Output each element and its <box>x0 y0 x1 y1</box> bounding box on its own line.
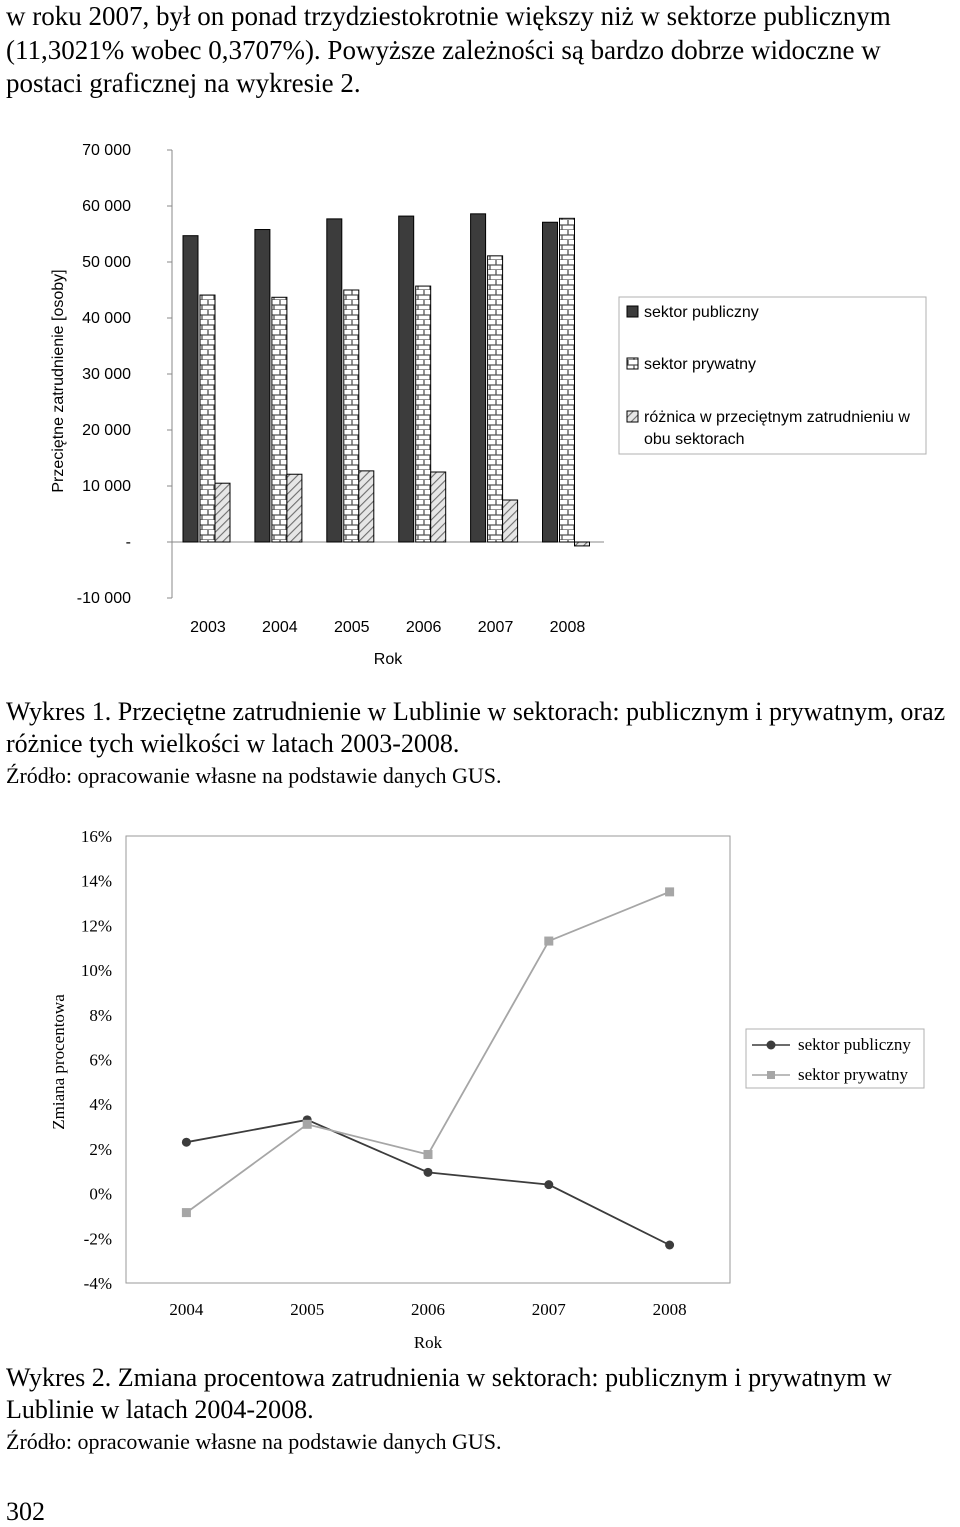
bar-public <box>255 230 270 542</box>
y-tick-label: 40 000 <box>82 310 131 327</box>
y-tick-label: 30 000 <box>82 366 131 383</box>
legend-label-public: sektor publiczny <box>644 304 759 321</box>
x-tick-label: 2003 <box>190 619 226 636</box>
y-tick-label: 14% <box>80 871 112 891</box>
bar-private <box>416 286 431 542</box>
y-tick-label: 10% <box>80 961 112 981</box>
legend-swatch-private <box>627 358 638 369</box>
bar-private <box>272 297 287 542</box>
bar-difference <box>431 472 446 542</box>
figure2-caption: Wykres 2. Zmiana procentowa zatrudnienia w sektorach: publicznym i prywatnym w Lublinie w latach 2004-2008. <box>6 1363 892 1424</box>
plot-area <box>126 836 730 1283</box>
figure1-source: Źródło: opracowanie własne na podstawie danych GUS. <box>6 763 502 788</box>
y-tick-label: -10 000 <box>76 590 131 607</box>
point-public <box>424 1168 433 1177</box>
y-tick-label: 20 000 <box>82 422 131 439</box>
x-tick-label: 2005 <box>290 1300 325 1319</box>
x-tick-label: 2004 <box>262 619 298 636</box>
legend-swatch-difference <box>627 411 638 422</box>
legend-label-private: sektor prywatny <box>644 356 757 373</box>
point-private <box>665 887 674 896</box>
y-tick-label: 50 000 <box>82 254 131 271</box>
legend-label-difference: różnica w przeciętnym zatrudnieniu w obu sektorach <box>644 409 910 448</box>
y-axis-label: Przeciętne zatrudnienie [osoby] <box>50 269 67 493</box>
point-public <box>665 1241 674 1250</box>
y-tick-label: 6% <box>89 1050 112 1070</box>
page-number: 302 <box>6 1497 45 1526</box>
legend-label-private: sektor prywatny <box>798 1065 909 1084</box>
y-tick-label: 8% <box>89 1005 112 1025</box>
point-private <box>182 1208 191 1217</box>
bar-public <box>183 236 198 542</box>
y-axis-label: Zmiana procentowa <box>49 994 68 1130</box>
bar-private <box>488 256 503 542</box>
y-tick-label: 2% <box>89 1139 112 1159</box>
x-axis-label: Rok <box>373 651 403 668</box>
figure2-source: Źródło: opracowanie własne na podstawie danych GUS. <box>6 1429 502 1454</box>
y-tick-label: 60 000 <box>82 198 131 215</box>
legend-marker-public <box>767 1041 776 1050</box>
bar-public <box>543 222 558 542</box>
y-tick-label: -4% <box>83 1274 112 1293</box>
bar-private <box>560 218 575 542</box>
bar-difference <box>215 483 230 542</box>
y-tick-label: 10 000 <box>82 478 131 495</box>
bar-public <box>327 219 342 542</box>
bar-public <box>399 216 414 542</box>
bar-public <box>471 214 486 542</box>
x-tick-label: 2008 <box>652 1300 687 1319</box>
legend-label-public: sektor publiczny <box>798 1035 911 1054</box>
x-tick-label: 2004 <box>169 1300 204 1319</box>
bar-difference <box>359 471 374 542</box>
figure1-caption: Wykres 1. Przeciętne zatrudnienie w Lublinie w sektorach: publicznym i prywatnym, oraz różnice tych wielkości w latach 2003-2008. <box>6 697 946 758</box>
y-tick-label: -2% <box>83 1229 112 1249</box>
intro-paragraph: w roku 2007, był on ponad trzydziestokrotnie większy niż w sektorze publicznym (11,3021% wobec 0,3707%). Powyższe zależności są bardzo dobrze widoczne w postaci graficznej na wykresie 2. <box>6 1 891 98</box>
point-public <box>544 1180 553 1189</box>
x-tick-label: 2006 <box>405 619 442 636</box>
bar-difference <box>503 500 518 542</box>
y-tick-label: 12% <box>80 916 112 936</box>
x-axis-label: Rok <box>413 1333 443 1352</box>
bar-difference <box>575 542 590 546</box>
x-tick-label: 2006 <box>411 1300 445 1319</box>
y-tick-label: 70 000 <box>82 142 131 159</box>
bar-difference <box>287 474 302 542</box>
point-public <box>182 1138 191 1147</box>
x-tick-label: 2007 <box>477 619 514 636</box>
point-private <box>303 1120 312 1129</box>
x-tick-label: 2005 <box>333 619 370 636</box>
point-private <box>424 1150 433 1159</box>
percent-change-line-chart <box>0 800 960 1360</box>
legend-swatch-public <box>627 306 638 317</box>
bar-private <box>200 295 215 542</box>
y-tick-label: 16% <box>80 827 112 846</box>
legend-marker-private <box>767 1071 775 1079</box>
point-private <box>544 937 553 946</box>
y-tick-label: 0% <box>89 1184 112 1204</box>
y-tick-label: - <box>125 534 131 551</box>
employment-bar-chart <box>0 0 960 680</box>
bar-private <box>344 290 359 542</box>
x-tick-label: 2007 <box>531 1300 566 1319</box>
y-tick-label: 4% <box>89 1095 112 1115</box>
x-tick-label: 2008 <box>549 619 586 636</box>
